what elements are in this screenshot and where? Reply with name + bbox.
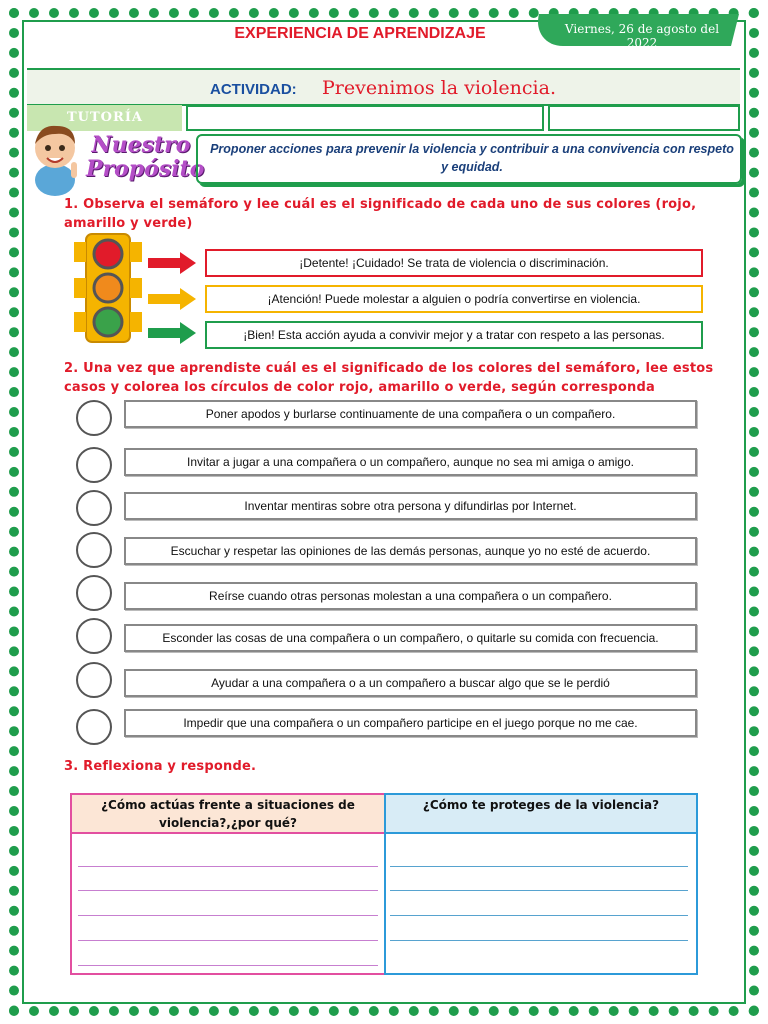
meaning-green: ¡Bien! Esta acción ayuda a convivir mejor y a tratar con respeto a las personas. [205,321,703,349]
color-circle-1[interactable] [76,400,112,436]
color-circle-4[interactable] [76,532,112,568]
question-2: 2. Una vez que aprendiste cuál es el significado de los colores del semáforo, lee estos casos y colorea los círculos de color rojo, amarillo o verde, según corresponda [64,361,714,395]
reflection-question-left: ¿Cómo actúas frente a situaciones de violencia?,¿por qué? [101,798,355,830]
case-item-1: Poner apodos y burlarse continuamente de una compañera o un compañero. [124,400,697,428]
color-circle-6[interactable] [76,618,112,654]
page-title: EXPERIENCIA DE APRENDIZAJE [234,25,486,42]
area-label: TUTORÍA [27,105,182,131]
purpose-title-line2: Propósito [86,156,205,182]
purpose-title [86,132,205,182]
case-item-3: Inventar mentiras sobre otra persona y difundirlas por Internet. [124,492,697,520]
student-illustration-icon [25,118,85,196]
reflection-question-right: ¿Cómo te proteges de la violencia? [422,798,660,812]
color-circle-3[interactable] [76,490,112,526]
red-arrow-icon [148,252,196,274]
date-label: Viernes, 26 de agosto del 2022 [564,22,720,50]
color-circle-7[interactable] [76,662,112,698]
answer-line-left-4[interactable] [78,940,378,941]
answer-line-left-2[interactable] [78,890,378,891]
meaning-yellow: ¡Atención! Puede molestar a alguien o podría convertirse en violencia. [205,285,703,313]
case-item-8: Impedir que una compañera o un compañero participe en el juego porque no me cae. [124,709,697,737]
meaning-red: ¡Detente! ¡Cuidado! Se trata de violencia o discriminación. [205,249,703,277]
name-field-box [186,105,544,131]
grade-field-box [548,105,740,131]
purpose-title-line1: Nuestro [91,132,191,158]
color-circle-2[interactable] [76,447,112,483]
purpose-text: Proponer acciones para prevenir la violencia y contribuir a una convivencia con respeto y equidad. [210,142,734,174]
question-3: 3. Reflexiona y responde. [64,759,257,774]
color-circle-8[interactable] [76,709,112,745]
answer-line-left-1[interactable] [78,866,378,867]
question-1: 1. Observa el semáforo y lee cuál es el significado de cada uno de sus colores (rojo, amarillo y verde) [64,197,697,231]
answer-line-left-3[interactable] [78,915,378,916]
case-item-4: Escuchar y respetar las opiniones de las demás personas, aunque yo no esté de acuerdo. [124,537,697,565]
answer-line-left-5[interactable] [78,965,378,966]
activity-title: Prevenimos la violencia. [322,77,556,99]
color-circle-5[interactable] [76,575,112,611]
traffic-light-icon [72,232,144,344]
case-item-5: Reírse cuando otras personas molestan a una compañera o un compañero. [124,582,697,610]
answer-line-right-4[interactable] [390,940,688,941]
green-arrow-icon [148,322,196,344]
case-item-7: Ayudar a una compañera o a un compañero a buscar algo que se le perdió [124,669,697,697]
answer-line-right-3[interactable] [390,915,688,916]
yellow-arrow-icon [148,288,196,310]
case-item-2: Invitar a jugar a una compañera o un compañero, aunque no sea mi amiga o amigo. [124,448,697,476]
answer-line-right-1[interactable] [390,866,688,867]
answer-line-right-2[interactable] [390,890,688,891]
activity-label: ACTIVIDAD: [210,81,297,98]
case-item-6: Esconder las cosas de una compañera o un compañero, o quitarle su comida con frecuencia. [124,624,697,652]
